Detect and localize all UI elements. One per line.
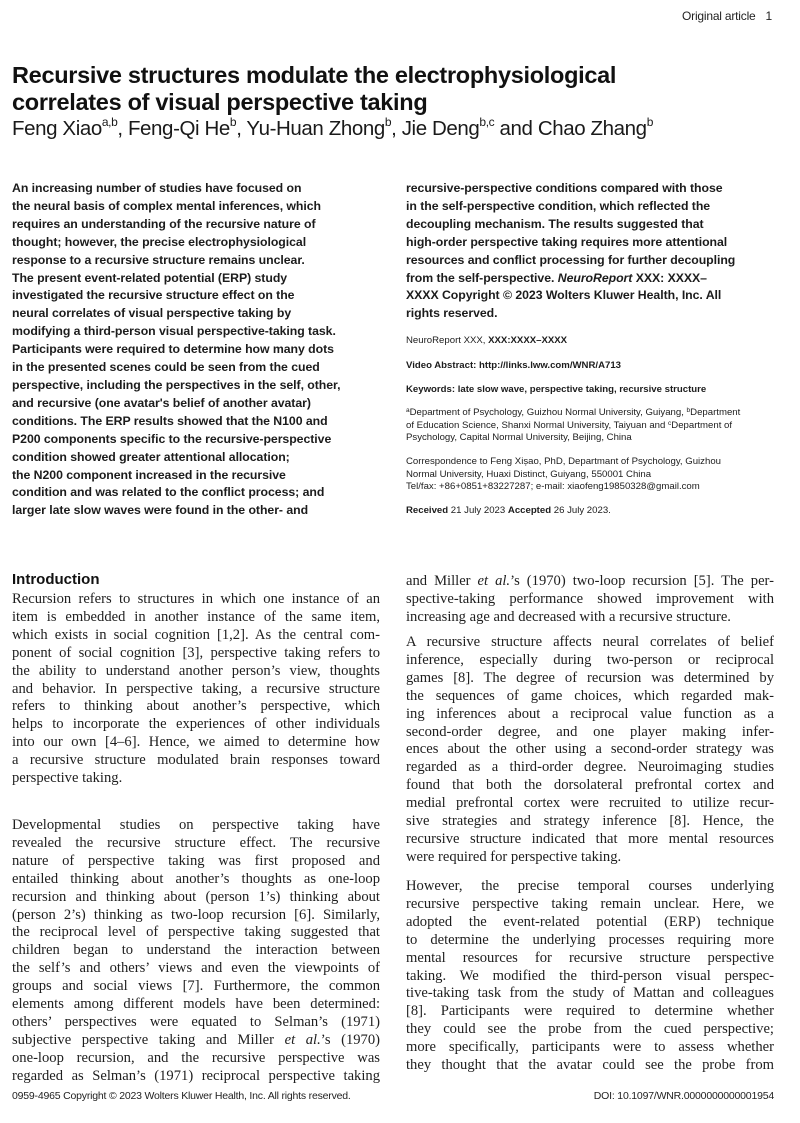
text-line: into our own [4–6]. Hence, we aimed to determine how [12, 734, 380, 751]
text-line: which exists in social cognition [1,2]. As the central com- [12, 626, 380, 643]
article-type-label: Original article [682, 9, 756, 23]
running-head [682, 9, 772, 23]
keywords-label: Keywords: [406, 384, 458, 395]
text-line: a recursive structure modulated brain responses toward [12, 752, 380, 769]
text-line: the reciprocal level of perspective taking suggested that [12, 924, 380, 941]
affiliation-text: Department of [671, 419, 733, 431]
text-line: ences about the other using a second-order strategy was [406, 741, 774, 758]
abstract-line: decoupling mechanism. The results suggested that [406, 216, 704, 231]
text-line: entailed thinking about another’s thoughts as one-loop [12, 870, 380, 887]
text-line: revealed the recursive structure effect. The recursive [12, 834, 380, 851]
text-line: recursive perspective taking remain unclear. Here, we [406, 895, 774, 912]
author-separator: , [391, 117, 402, 140]
text-line [406, 573, 774, 591]
author-name: Feng-Qi He [127, 117, 230, 140]
footer-doi[interactable]: DOI: 10.1097/WNR.0000000000001954 [593, 1090, 774, 1102]
author-name: Yu-Huan Zhong [246, 117, 385, 140]
text-line: ponent of social cognition [3], perspective taking refers to [12, 644, 380, 661]
abstract-line: An increasing number of studies have focused on [12, 181, 302, 195]
abstract-line: high-order perspective taking requires more attentional [406, 234, 728, 249]
section-heading-introduction: Introduction [12, 571, 100, 588]
text-line: and behavior. In perspective taking, a recursive structure [12, 680, 380, 697]
received-date: 21 July 2023 [448, 505, 508, 516]
text-line: they thought that the avatar could see the probe from [406, 1057, 774, 1074]
text-line: nature of perspective taking was first proposed and [12, 852, 380, 869]
intro-paragraph-3 [406, 634, 774, 867]
abstract-line: neural correlates of visual perspective taking by [12, 306, 292, 321]
author-affiliation-mark: a,b [101, 115, 118, 129]
author-affiliation-mark: b [384, 115, 392, 129]
author-affiliation-mark: b [646, 115, 653, 129]
text-line: A recursive structure affects neural correlates of belief [406, 634, 774, 650]
affiliation-mark: c [668, 419, 672, 427]
abstract-line: resources and conflict processing for further decoupling [406, 252, 736, 267]
correspondence-contact[interactable]: Tel/fax: +86+0851+83227287; e-mail: xiaofeng19850328@gmail.com [406, 481, 700, 493]
intro-paragraph-2-continued [406, 573, 774, 627]
text-line: Developmental studies on perspective taking have [12, 817, 380, 833]
intro-paragraph-1 [12, 591, 380, 788]
text-line: item is embedded in another instance of the same item, [12, 608, 380, 625]
text-span: ’s (1970) two-loop recursion [5]. The per- [510, 573, 774, 589]
abstract-line: condition and was related to the conflict process; and [12, 485, 325, 500]
correspondence-line: Normal University, Huaxi Distinct, Guiyang, 550001 China [406, 468, 652, 480]
journal-name: NeuroReport [557, 270, 633, 285]
video-abstract-text[interactable]: Video Abstract: http://links.lww.com/WNR/A713 [406, 360, 622, 371]
text-line: inference, especially during two-person or reciprocal [406, 651, 774, 668]
author-separator: , [236, 117, 247, 140]
text-line: found that both the dorsolateral prefrontal cortex and [406, 777, 774, 794]
accepted-date: 26 July 2023. [551, 505, 611, 516]
text-line: ing inferences about a reciprocal value function as a [406, 705, 774, 722]
abstract-line: the neural basis of complex mental inferences, which [12, 198, 322, 213]
text-span: and Miller [406, 573, 478, 589]
author-list [12, 116, 792, 142]
received-label: Received [406, 505, 449, 516]
intro-paragraph-2 [12, 817, 380, 1086]
abstract-line: requires an understanding of the recursive nature of [12, 216, 316, 231]
text-line [12, 1032, 380, 1050]
author-name: Feng Xiao [12, 117, 102, 140]
affiliation-mark: b [686, 407, 691, 414]
text-line: perspective taking. [12, 770, 123, 787]
abstract-line: larger late slow waves were found in the other- and [12, 503, 309, 518]
text-line: the sequences of game choices, which regarded mak- [406, 687, 774, 704]
abstract-line: conditions. The ERP results showed that the N100 and [12, 413, 328, 428]
abstract-line: the N200 component increased in the recursive [12, 467, 286, 482]
abstract-text: XXX: XXXX– [632, 270, 707, 285]
text-line: the self’s and others’ views and even the viewpoints of [12, 960, 380, 977]
text-line: to determine the underlying processes requiring more [406, 931, 774, 948]
text-line: children began to understand the interaction between [12, 942, 380, 959]
accepted-label: Accepted [507, 505, 552, 516]
citation-pages: XXX:XXXX–XXXX [488, 335, 568, 346]
author-name: Chao Zhang [537, 117, 647, 140]
et-al-italic: et al. [477, 573, 511, 589]
affiliation-mark: a [406, 407, 410, 414]
affiliation-text: of Education Science, Shanxi Normal University, Taiyuan and [406, 419, 669, 431]
text-line: refers to thinking about another’s perspective, which [12, 698, 380, 715]
author-affiliation-mark: b,c [479, 115, 495, 129]
text-line: However, the precise temporal courses underlying [406, 878, 774, 894]
text-line: taking. We modified the third-person visual perspec- [406, 967, 774, 984]
citation-journal: NeuroReport XXX, [406, 335, 489, 346]
text-line: were required for perspective taking. [406, 848, 622, 865]
abstract-line: Participants were required to determine how many dots [12, 342, 334, 357]
text-line: sive strategies and strategy inference [8]. Hence, the [406, 813, 774, 830]
text-line: tive-taking task from the study of Mattan and colleagues [406, 985, 774, 1002]
citation-line [406, 335, 786, 348]
affiliation-text: Department [690, 407, 741, 418]
received-accepted [406, 505, 786, 518]
page-number: 1 [765, 9, 772, 23]
abstract-line: XXXX Copyright © 2023 Wolters Kluwer Health, Inc. All [406, 288, 722, 303]
footer-copyright: 0959-4965 Copyright © 2023 Wolters Kluwer Health, Inc. All rights reserved. [12, 1090, 351, 1102]
title-line-1: Recursive structures modulate the electrophysiological [12, 62, 617, 88]
abstract-line: in the presented scenes could be seen from the cued [12, 360, 320, 375]
correspondence [406, 456, 786, 494]
title-line-2: correlates of visual perspective taking [12, 89, 428, 115]
text-line: adopted the event-related potential (ERP) technique [406, 913, 774, 930]
intro-paragraph-4 [406, 878, 774, 1075]
text-line: regarded as Selman’s (1971) reciprocal perspective taking [12, 1067, 380, 1084]
abstract-line: in the self-perspective condition, which reflected the [406, 198, 711, 213]
text-line: (person 2’s) thinking as two-loop recursion [6]. Similarly, [12, 906, 380, 923]
text-line: spective-taking performance showed improvement with [406, 590, 774, 607]
video-abstract-link[interactable] [406, 360, 786, 373]
text-line: they could see the probe from the cued perspective; [406, 1021, 774, 1038]
author-name: Jie Deng [401, 117, 480, 140]
abstract-line: modifying a third-person visual perspective-taking task. [12, 324, 336, 339]
author-separator: , [117, 117, 128, 140]
text-span: subjective perspective taking and Miller [12, 1031, 285, 1048]
abstract-line: response to a recursive structure remains unclear. [12, 252, 305, 267]
text-line: recursive structure indicated that more mental resources [406, 830, 774, 847]
correspondence-line: Correspondence to Feng Xișao, PhD, Departmant of Psychology, Guizhou [406, 456, 721, 467]
affiliation-text: Department of Psychology, Guizhou Normal University, Guiyang, [409, 407, 687, 418]
text-line: increasing age and decreased with a recursive structure. [406, 608, 731, 625]
text-line: elements among different models have been determined: [12, 996, 380, 1013]
text-line: others’ perspectives were equated to Selman’s (1971) [12, 1013, 380, 1030]
abstract-line [406, 270, 776, 288]
article-title [12, 62, 792, 116]
abstract-line: rights reserved. [406, 306, 498, 321]
affiliations [406, 407, 786, 445]
author-separator: and [494, 117, 538, 140]
text-line: regarded as a third-order degree. Neuroimaging studies [406, 759, 774, 776]
abstract-line: and recursive (one avatar's belief of another avatar) [12, 395, 311, 410]
text-line: one-loop recursion, and the recursive perspective was [12, 1049, 380, 1066]
author-affiliation-mark: b [229, 115, 237, 129]
text-line: more specifically, participants were to assess whether [406, 1039, 774, 1056]
text-line: medial prefrontal cortex were recruited to utilize recur- [406, 795, 774, 812]
text-line: mental resources for recursive structure perspective [406, 949, 774, 966]
text-line: helps to incorporate the experiences of other individuals [12, 716, 380, 733]
text-line: second-order degree, and one player making infer- [406, 723, 774, 740]
text-line: games [8]. The degree of recursion was determined by [406, 669, 774, 686]
text-line: Recursion refers to structures in which one instance of an [12, 591, 380, 607]
abstract-line: The present event-related potential (ERP) study [12, 270, 288, 285]
abstract-line: thought; however, the precise electrophysiological [12, 234, 307, 249]
text-line: the ability to understand another person’s view, thoughts [12, 662, 380, 679]
text-span: ’s (1970) [320, 1031, 381, 1048]
abstract-line: P200 components specific to the recursive-perspective [12, 431, 332, 446]
keywords [406, 384, 786, 397]
abstract-left-column [12, 180, 387, 520]
abstract-line: condition showed greater attentional allocation; [12, 449, 290, 464]
text-line: groups and social views [7]. Furthermore, the common [12, 978, 380, 995]
abstract-line: investigated the recursive structure effect on the [12, 288, 295, 303]
abstract-line: perspective, including the perspectives in the self, other, [12, 377, 341, 392]
affiliation-text: Psychology, Capital Normal University, Beijing, China [406, 432, 632, 444]
text-line: [8]. Participants were required to determine whether [406, 1003, 774, 1020]
text-line: recursion and thinking about (person 1’s) thinking about [12, 888, 380, 905]
keywords-list: late slow wave, perspective taking, recursive structure [457, 384, 707, 395]
abstract-text: from the self-perspective. [406, 270, 558, 285]
abstract-line: recursive-perspective conditions compared with those [406, 181, 723, 195]
abstract-right-column [406, 180, 776, 323]
et-al-italic: et al. [284, 1031, 321, 1048]
